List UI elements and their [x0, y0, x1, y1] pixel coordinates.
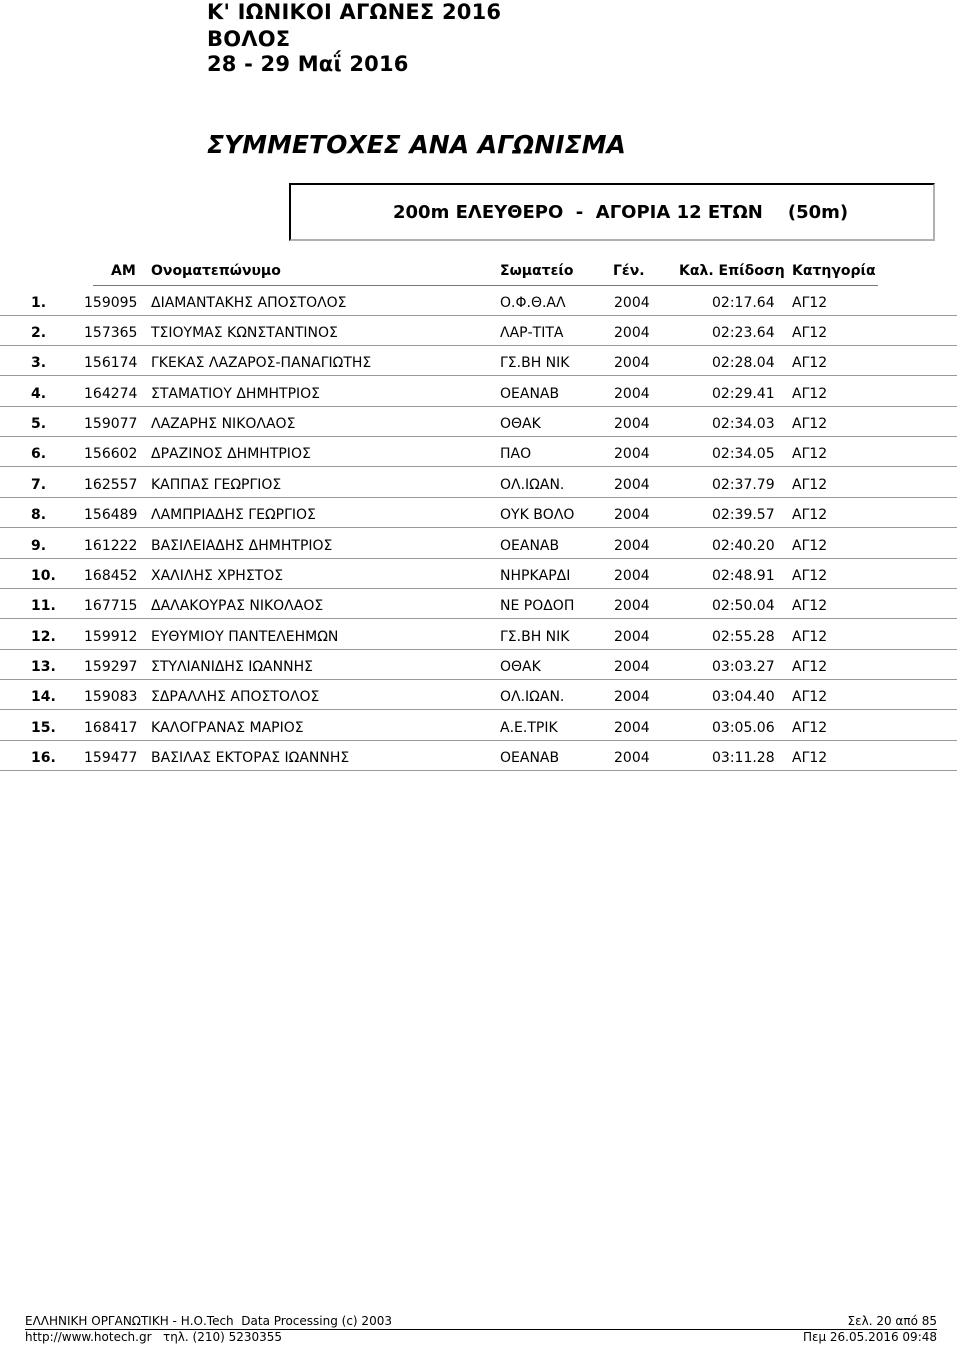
row-divider: [0, 466, 957, 467]
category-cell: ΑΓ12: [792, 325, 828, 341]
year-cell: 2004: [614, 355, 650, 371]
table-row: [0, 687, 960, 717]
category-cell: ΑΓ12: [792, 659, 828, 675]
row-divider: [0, 527, 957, 528]
club-cell: ΓΣ.ΒΗ ΝΙΚ: [500, 629, 570, 645]
time-cell: 02:48.91: [712, 568, 775, 584]
category-cell: ΑΓ12: [792, 750, 828, 766]
event-title: 200m ΕΛΕΥΘΕΡΟ - ΑΓΟΡΙΑ 12 ΕΤΩΝ (50m): [393, 202, 849, 223]
rank-cell: 11.: [31, 598, 56, 614]
am-cell: 159297: [84, 659, 138, 675]
am-cell: 159083: [84, 689, 138, 705]
footer-contact: http://www.hotech.gr τηλ. (210) 5230355: [25, 1330, 283, 1344]
table-row: [0, 536, 960, 566]
row-divider: [0, 558, 957, 559]
rank-cell: 12.: [31, 629, 56, 645]
year-cell: 2004: [614, 568, 650, 584]
name-cell: ΤΣΙΟΥΜΑΣ ΚΩΝΣΤΑΝΤΙΝΟΣ: [151, 325, 338, 341]
footer-org: ΕΛΛΗΝΙΚΗ ΟΡΓΑΝΩΤΙΚΗ - Η.Ο.Tech Data Processing (c) 2003: [25, 1314, 392, 1328]
year-cell: 2004: [614, 325, 650, 341]
am-cell: 168417: [84, 720, 138, 736]
rank-cell: 4.: [31, 386, 47, 402]
row-divider: [0, 436, 957, 437]
table-row: [0, 718, 960, 748]
time-cell: 02:34.03: [712, 416, 775, 432]
am-cell: 167715: [84, 598, 138, 614]
rank-cell: 16.: [31, 750, 56, 766]
time-cell: 02:28.04: [712, 355, 775, 371]
year-cell: 2004: [614, 720, 650, 736]
row-divider: [0, 406, 957, 407]
rank-cell: 13.: [31, 659, 56, 675]
rank-cell: 2.: [31, 325, 47, 341]
header-divider: [93, 285, 878, 286]
club-cell: ΟΕΑΝΑΒ: [500, 386, 560, 402]
table-row: [0, 475, 960, 505]
name-cell: ΕΥΘΥΜΙΟΥ ΠΑΝΤΕΛΕΗΜΩΝ: [151, 629, 339, 645]
year-cell: 2004: [614, 507, 650, 523]
year-cell: 2004: [614, 416, 650, 432]
name-cell: ΓΚΕΚΑΣ ΛΑΖΑΡΟΣ-ΠΑΝΑΓΙΩΤΗΣ: [151, 355, 372, 371]
table-row: [0, 353, 960, 383]
name-cell: ΔΙΑΜΑΝΤΑΚΗΣ ΑΠΟΣΤΟΛΟΣ: [151, 295, 347, 311]
club-cell: ΝΕ ΡΟΔΟΠ: [500, 598, 575, 614]
am-cell: 159477: [84, 750, 138, 766]
am-cell: 157365: [84, 325, 138, 341]
meet-location: ΒΟΛΟΣ: [207, 27, 291, 51]
name-cell: ΒΑΣΙΛΕΙΑΔΗΣ ΔΗΜΗΤΡΙΟΣ: [151, 538, 333, 554]
club-cell: ΟΛ.ΙΩΑΝ.: [500, 477, 565, 493]
category-cell: ΑΓ12: [792, 416, 828, 432]
footer-page-number: Σελ. 20 από 85: [847, 1314, 937, 1328]
am-cell: 161222: [84, 538, 138, 554]
year-cell: 2004: [614, 750, 650, 766]
club-cell: ΟΘΑΚ: [500, 416, 541, 432]
col-header-year: Γέν.: [613, 263, 645, 279]
am-cell: 162557: [84, 477, 138, 493]
time-cell: 03:11.28: [712, 750, 775, 766]
rank-cell: 3.: [31, 355, 47, 371]
year-cell: 2004: [614, 295, 650, 311]
name-cell: ΛΑΜΠΡΙΑΔΗΣ ΓΕΩΡΓΙΟΣ: [151, 507, 316, 523]
page-subtitle: ΣΥΜΜΕΤΟΧΕΣ ΑΝΑ ΑΓΩΝΙΣΜΑ: [207, 130, 626, 159]
col-header-name: Ονοματεπώνυμο: [151, 263, 281, 279]
row-divider: [0, 770, 957, 771]
club-cell: ΛΑΡ-ΤΙΤΑ: [500, 325, 564, 341]
table-row: [0, 748, 960, 778]
time-cell: 02:34.05: [712, 446, 775, 462]
rank-cell: 9.: [31, 538, 47, 554]
name-cell: ΣΤΑΜΑΤΙΟΥ ΔΗΜΗΤΡΙΟΣ: [151, 386, 321, 402]
club-cell: ΝΗΡΚΑΡΔΙ: [500, 568, 571, 584]
col-header-am: AM: [111, 263, 136, 279]
am-cell: 156174: [84, 355, 138, 371]
year-cell: 2004: [614, 659, 650, 675]
category-cell: ΑΓ12: [792, 720, 828, 736]
year-cell: 2004: [614, 598, 650, 614]
col-header-club: Σωματείο: [500, 263, 574, 279]
am-cell: 156602: [84, 446, 138, 462]
year-cell: 2004: [614, 689, 650, 705]
name-cell: ΣΔΡΑΛΛΗΣ ΑΠΟΣΤΟΛΟΣ: [151, 689, 320, 705]
rank-cell: 1.: [31, 295, 47, 311]
rank-cell: 7.: [31, 477, 47, 493]
category-cell: ΑΓ12: [792, 629, 828, 645]
row-divider: [0, 709, 957, 710]
time-cell: 02:17.64: [712, 295, 775, 311]
col-header-time: Καλ. Επίδοση: [679, 263, 785, 279]
row-divider: [0, 345, 957, 346]
category-cell: ΑΓ12: [792, 355, 828, 371]
name-cell: ΔΑΛΑΚΟΥΡΑΣ ΝΙΚΟΛΑΟΣ: [151, 598, 324, 614]
club-cell: ΠΑΟ: [500, 446, 532, 462]
time-cell: 02:29.41: [712, 386, 775, 402]
table-row: [0, 293, 960, 323]
year-cell: 2004: [614, 446, 650, 462]
row-divider: [0, 740, 957, 741]
rank-cell: 6.: [31, 446, 47, 462]
category-cell: ΑΓ12: [792, 386, 828, 402]
meet-dates: 28 - 29 Μαΐ 2016: [207, 52, 409, 76]
category-cell: ΑΓ12: [792, 598, 828, 614]
category-cell: ΑΓ12: [792, 689, 828, 705]
am-cell: 159077: [84, 416, 138, 432]
table-row: [0, 505, 960, 535]
am-cell: 156489: [84, 507, 138, 523]
year-cell: 2004: [614, 386, 650, 402]
table-row: [0, 627, 960, 657]
row-divider: [0, 375, 957, 376]
category-cell: ΑΓ12: [792, 477, 828, 493]
time-cell: 02:37.79: [712, 477, 775, 493]
name-cell: ΒΑΣΙΛΑΣ ΕΚΤΟΡΑΣ ΙΩΑΝΝΗΣ: [151, 750, 350, 766]
club-cell: ΓΣ.ΒΗ ΝΙΚ: [500, 355, 570, 371]
time-cell: 02:39.57: [712, 507, 775, 523]
club-cell: ΟΛ.ΙΩΑΝ.: [500, 689, 565, 705]
footer-datetime: Πεμ 26.05.2016 09:48: [802, 1330, 937, 1344]
am-cell: 159912: [84, 629, 138, 645]
row-divider: [0, 497, 957, 498]
time-cell: 03:03.27: [712, 659, 775, 675]
rank-cell: 5.: [31, 416, 47, 432]
table-row: [0, 384, 960, 414]
club-cell: Ο.Φ.Θ.ΑΛ: [500, 295, 566, 311]
year-cell: 2004: [614, 477, 650, 493]
name-cell: ΔΡΑΖΙΝΟΣ ΔΗΜΗΤΡΙΟΣ: [151, 446, 311, 462]
category-cell: ΑΓ12: [792, 295, 828, 311]
category-cell: ΑΓ12: [792, 568, 828, 584]
time-cell: 02:40.20: [712, 538, 775, 554]
club-cell: Α.Ε.ΤΡΙΚ: [500, 720, 558, 736]
name-cell: ΣΤΥΛΙΑΝΙΔΗΣ ΙΩΑΝΝΗΣ: [151, 659, 313, 675]
year-cell: 2004: [614, 629, 650, 645]
col-header-category: Κατηγορία: [792, 263, 876, 279]
row-divider: [0, 649, 957, 650]
name-cell: ΚΑΛΟΓΡΑΝΑΣ ΜΑΡΙΟΣ: [151, 720, 304, 736]
rank-cell: 10.: [31, 568, 56, 584]
meet-title: Κ' ΙΩΝΙΚΟΙ ΑΓΩΝΕΣ 2016: [207, 0, 502, 24]
row-divider: [0, 588, 957, 589]
time-cell: 03:04.40: [712, 689, 775, 705]
table-row: [0, 323, 960, 353]
am-cell: 164274: [84, 386, 138, 402]
time-cell: 03:05.06: [712, 720, 775, 736]
name-cell: ΧΑΛΙΛΗΣ ΧΡΗΣΤΟΣ: [151, 568, 284, 584]
category-cell: ΑΓ12: [792, 507, 828, 523]
am-cell: 159095: [84, 295, 138, 311]
club-cell: ΟΘΑΚ: [500, 659, 541, 675]
year-cell: 2004: [614, 538, 650, 554]
rank-cell: 15.: [31, 720, 56, 736]
rank-cell: 14.: [31, 689, 56, 705]
table-row: [0, 444, 960, 474]
table-row: [0, 596, 960, 626]
table-row: [0, 414, 960, 444]
category-cell: ΑΓ12: [792, 446, 828, 462]
row-divider: [0, 679, 957, 680]
rank-cell: 8.: [31, 507, 47, 523]
am-cell: 168452: [84, 568, 138, 584]
time-cell: 02:55.28: [712, 629, 775, 645]
time-cell: 02:50.04: [712, 598, 775, 614]
row-divider: [0, 315, 957, 316]
time-cell: 02:23.64: [712, 325, 775, 341]
club-cell: ΟΕΑΝΑΒ: [500, 750, 560, 766]
table-row: [0, 566, 960, 596]
row-divider: [0, 618, 957, 619]
table-row: [0, 657, 960, 687]
name-cell: ΛΑΖΑΡΗΣ ΝΙΚΟΛΑΟΣ: [151, 416, 296, 432]
category-cell: ΑΓ12: [792, 538, 828, 554]
name-cell: ΚΑΠΠΑΣ ΓΕΩΡΓΙΟΣ: [151, 477, 282, 493]
club-cell: ΟΕΑΝΑΒ: [500, 538, 560, 554]
club-cell: ΟΥΚ ΒΟΛΟ: [500, 507, 575, 523]
